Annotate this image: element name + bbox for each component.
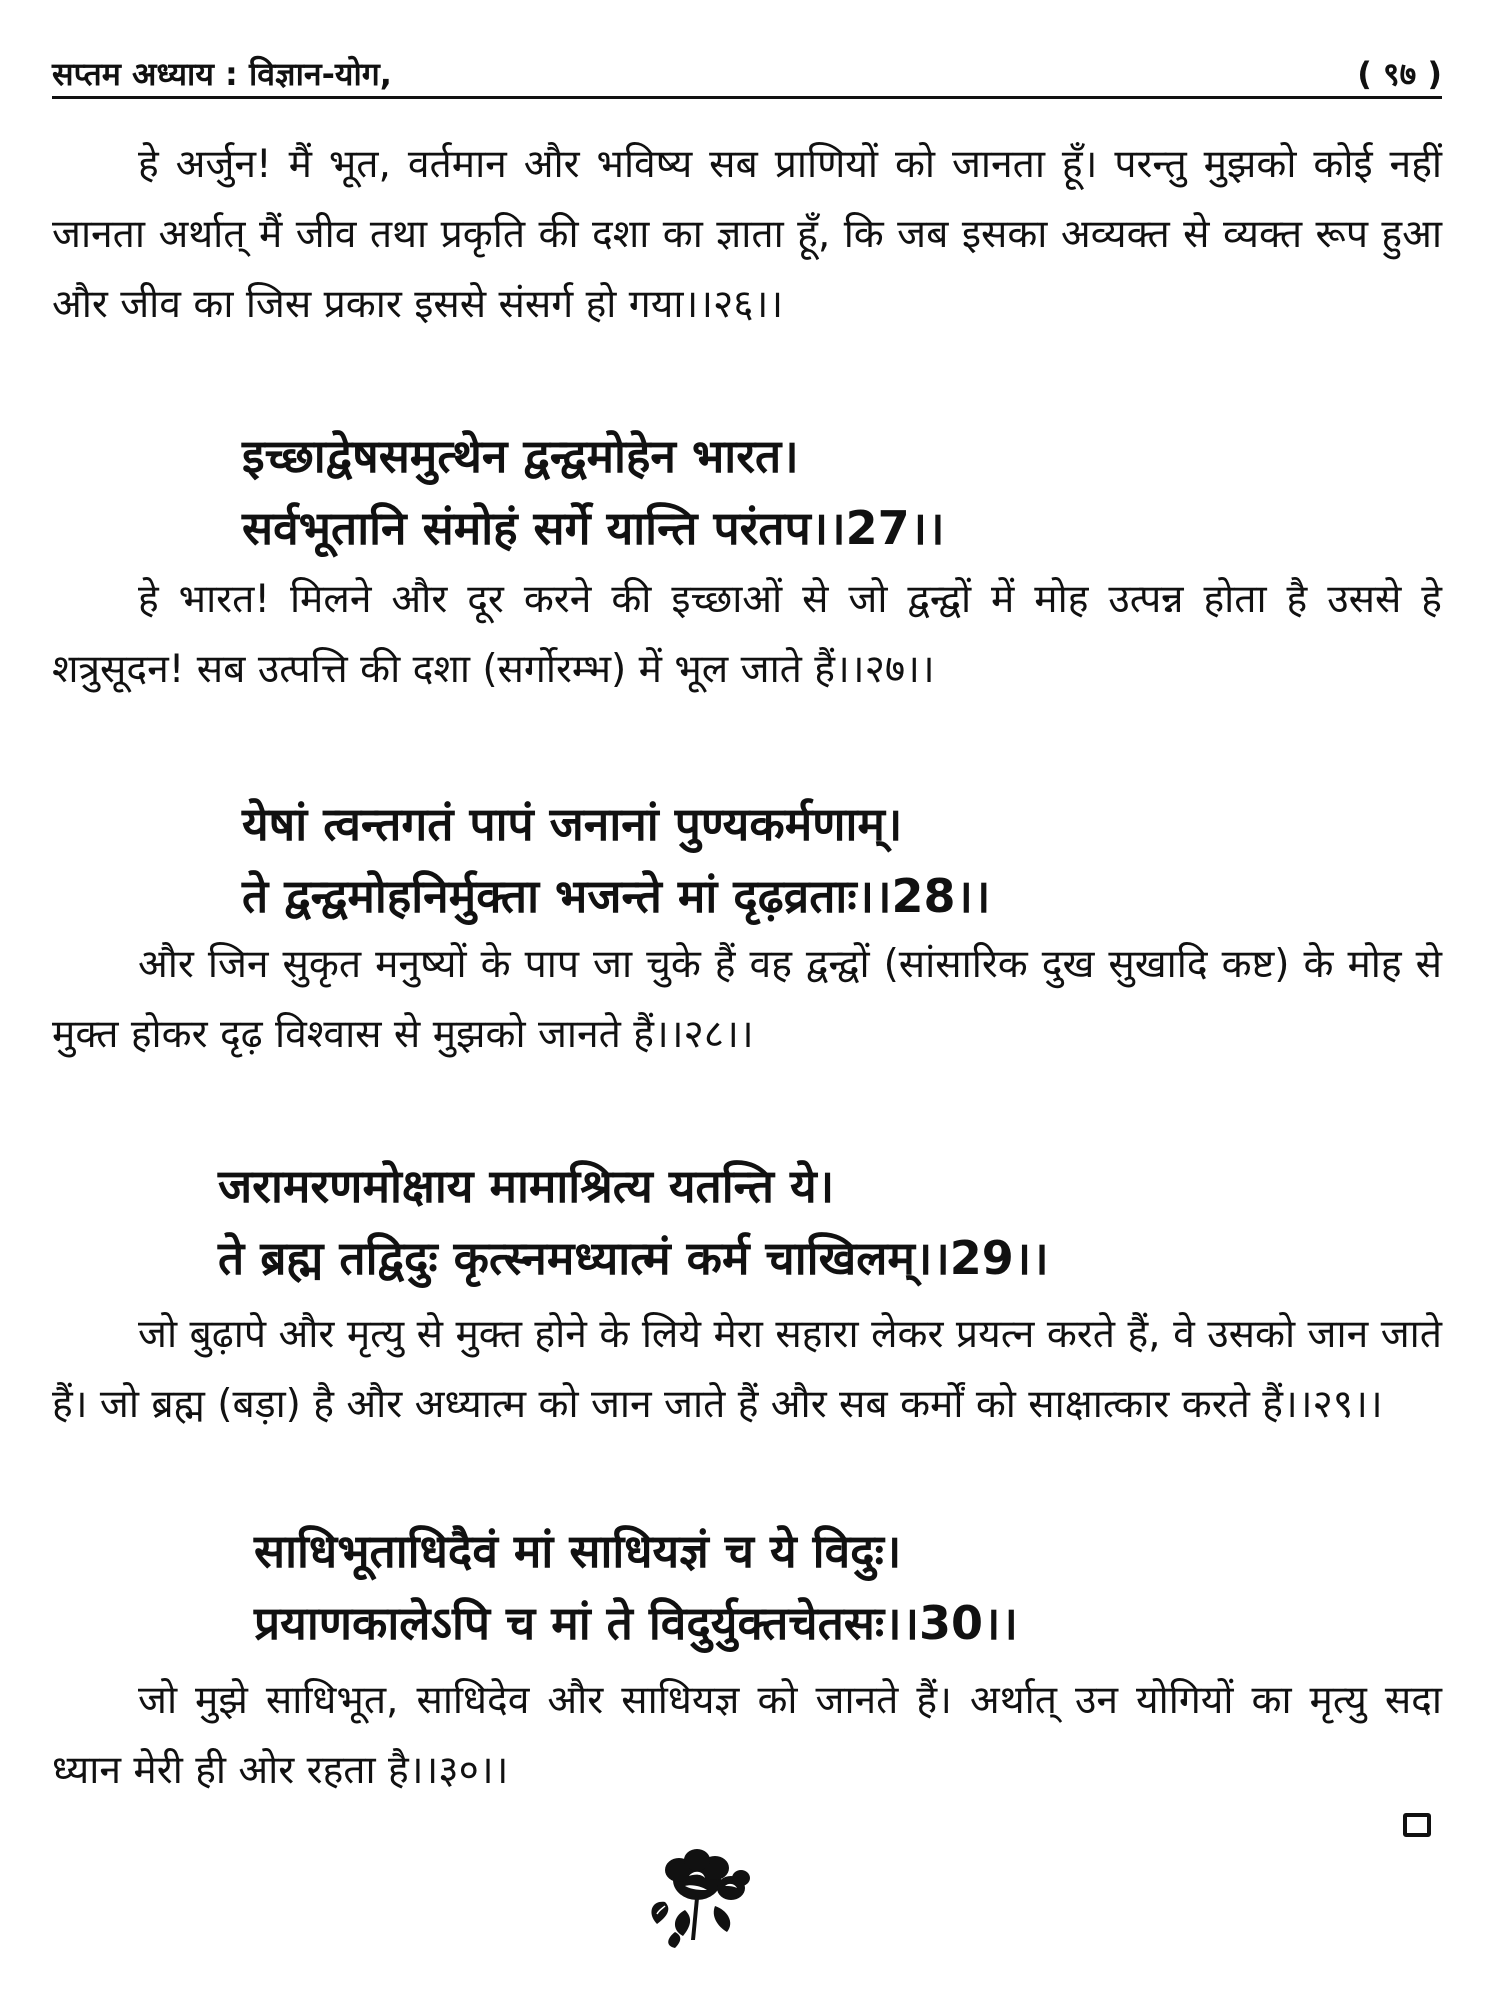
verse-30	[254, 1515, 1454, 1659]
paragraph-29: जो बुढ़ापे और मृत्यु से मुक्त होने के लिये मेरा सहारा लेकर प्रयत्न करते हैं, वे उसको जान जाते हैं। जो ब्रह्म (बड़ा) है और अध्यात्म को जान जाते हैं और सब कर्मों को साक्षात्कार करते हैं।।२९।।	[52, 1312, 1442, 1427]
verse-28	[242, 788, 1442, 932]
end-square-icon	[1403, 1813, 1431, 1837]
verse-27-line-2: सर्वभूतानि संमोहं सर्गे यान्ति परंतप।।27।।	[242, 501, 945, 555]
chapter-title: सप्तम अध्याय : विज्ञान-योग,	[52, 55, 392, 93]
paragraph-30: जो मुझे साधिभूत, साधिदेव और साधियज्ञ को जानते हैं। अर्थात् उन योगियों का मृत्यु सदा ध्यान मेरी ही ओर रहता है।।३०।।	[52, 1678, 1442, 1793]
flower-ornament-icon	[645, 1840, 760, 1950]
verse-29	[218, 1150, 1418, 1294]
paragraph-26: हे अर्जुन! मैं भूत, वर्तमान और भविष्य सब प्राणियों को जानता हूँ। परन्तु मुझको कोई नहीं जानता अर्थात् मैं जीव तथा प्रकृति की दशा का ज्ञाता हूँ, कि जब इसका अव्यक्त से व्यक्त रूप हुआ और जीव का जिस प्रकार इससे संसर्ग हो गया।।२६।।	[52, 142, 1442, 327]
verse-28-line-2: ते द्वन्द्वमोहनिर्मुक्ता भजन्ते मां दृढ़व्रताः।।28।।	[242, 869, 991, 923]
verse-27-line-1: इच्छाद्वेषसमुत्थेन द्वन्द्वमोहेन भारत।	[242, 429, 799, 483]
verse-28-line-1: येषां त्वन्तगतं पापं जनानां पुण्यकर्मणाम्।	[242, 797, 903, 851]
page-header	[52, 52, 1442, 92]
verse-30-line-2: प्रयाणकालेऽपि च मां ते विदुर्युक्तचेतसः।।30।।	[254, 1596, 1018, 1650]
paragraph-27: हे भारत! मिलने और दूर करने की इच्छाओं से जो द्वन्द्वों में मोह उत्पन्न होता है उससे हे शत्रुसूदन! सब उत्पत्ति की दशा (सर्गोरम्भ) में भूल जाते हैं।।२७।।	[52, 577, 1442, 692]
page-number: ( ९७ )	[1357, 55, 1442, 93]
verse-30-line-1: साधिभूताधिदैवं मां साधियज्ञं च ये विदुः।	[254, 1524, 902, 1578]
verse-27	[242, 420, 1442, 564]
header-divider	[52, 96, 1442, 99]
verse-29-line-2: ते ब्रह्म तद्विदुः कृत्स्नमध्यात्मं कर्म चाखिलम्।।29।।	[218, 1231, 1049, 1285]
paragraph-28: और जिन सुकृत मनुष्यों के पाप जा चुके हैं वह द्वन्द्वों (सांसारिक दुख सुखादि कष्ट) के मोह से मुक्त होकर दृढ़ विश्वास से मुझको जानते हैं।।२८।।	[52, 942, 1442, 1057]
verse-29-line-1: जरामरणमोक्षाय मामाश्रित्य यतन्ति ये।	[218, 1159, 835, 1213]
